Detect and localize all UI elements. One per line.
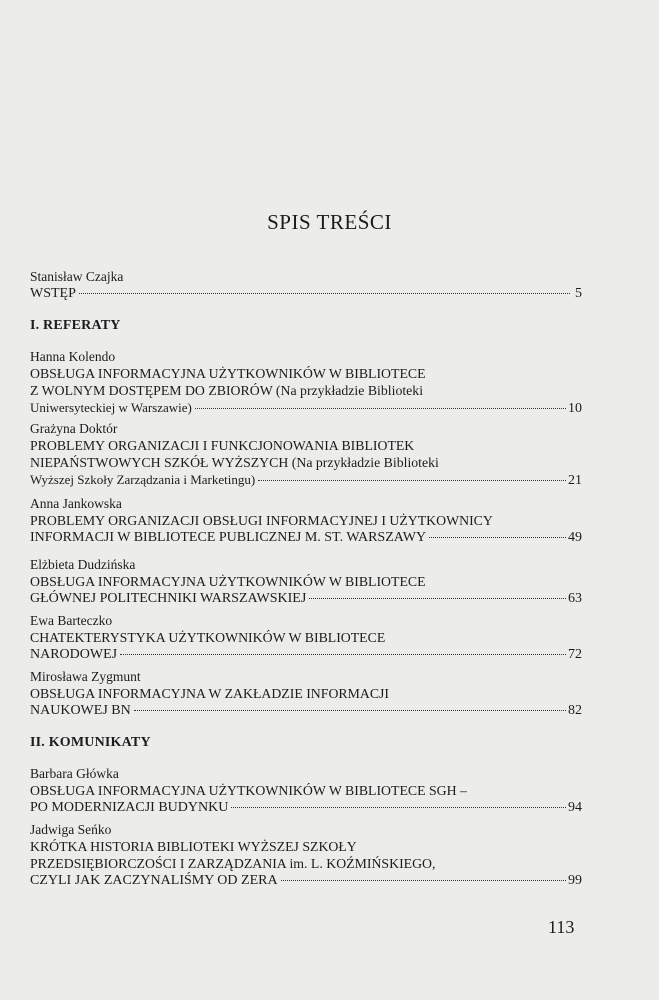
entry-title-line: OBSŁUGA INFORMACYJNA UŻYTKOWNIKÓW W BIBLIOTECE SGH – — [30, 783, 467, 798]
entry-author: Grażyna Doktór — [30, 421, 118, 436]
entry-title-line: PROBLEMY ORGANIZACJI I FUNKCJONOWANIA BIBLIOTEK — [30, 438, 415, 453]
entry-title-line: Z WOLNYM DOSTĘPEM DO ZBIORÓW (Na przykładzie Biblioteki — [30, 383, 424, 398]
entry-title-line: CHATEKTERYSTYKA UŻYTKOWNIKÓW W BIBLIOTECE — [30, 630, 386, 645]
entry-last-line — [30, 285, 582, 302]
entry-title-line: OBSŁUGA INFORMACYJNA UŻYTKOWNIKÓW W BIBLIOTECE — [30, 366, 426, 381]
entry-title-line: PROBLEMY ORGANIZACJI OBSŁUGI INFORMACYJNEJ I UŻYTKOWNICY — [30, 513, 493, 528]
entry-author: Barbara Główka — [30, 766, 119, 781]
entry-author: Anna Jankowska — [30, 496, 122, 511]
entry-title: WSTĘP — [30, 286, 76, 301]
entry-title-line: PRZEDSIĘBIORCZOŚCI I ZARZĄDZANIA im. L. KOŹMIŃSKIEGO, — [30, 856, 436, 871]
dot-leader — [195, 407, 566, 409]
entry-author: Hanna Kolendo — [30, 349, 116, 364]
entry-last-line — [30, 529, 582, 546]
entry-title-line: NIEPAŃSTWOWYCH SZKÓŁ WYŻSZYCH (Na przykładzie Biblioteki — [30, 455, 439, 470]
entry-title: GŁÓWNEJ POLITECHNIKI WARSZAWSKIEJ — [30, 591, 307, 606]
toc-entry — [30, 348, 582, 417]
toc-entry — [30, 821, 582, 889]
entry-author: Stanisław Czajka — [30, 269, 124, 284]
page-number: 21 — [568, 473, 582, 488]
dot-leader — [258, 479, 566, 481]
dot-leader — [231, 806, 566, 808]
entry-last-line — [30, 799, 582, 816]
entry-last-line — [30, 702, 582, 719]
toc-entry — [30, 495, 582, 546]
toc-entry-intro — [30, 268, 582, 302]
entry-title-line: OBSŁUGA INFORMACYJNA UŻYTKOWNIKÓW W BIBLIOTECE — [30, 574, 426, 589]
entry-author: Mirosława Zygmunt — [30, 669, 141, 684]
folio-page-number: 113 — [548, 917, 575, 937]
entry-title: NAUKOWEJ BN — [30, 703, 131, 718]
page-number: 63 — [568, 591, 582, 606]
page-number: 82 — [568, 703, 582, 718]
entry-author: Elżbieta Dudzińska — [30, 557, 136, 572]
toc-entry — [30, 668, 582, 719]
toc-entry — [30, 420, 582, 489]
page-title: SPIS TREŚCI — [267, 210, 392, 234]
entry-title-line: KRÓTKA HISTORIA BIBLIOTEKI WYŻSZEJ SZKOŁY — [30, 839, 357, 854]
page-number: 99 — [568, 873, 582, 888]
page-number: 94 — [568, 800, 582, 815]
dot-leader — [281, 879, 566, 881]
page-number: 72 — [568, 647, 582, 662]
entry-author: Ewa Barteczko — [30, 613, 113, 628]
entry-title: NARODOWEJ — [30, 647, 118, 662]
entry-last-line — [30, 590, 582, 607]
entry-last-line — [30, 471, 582, 489]
entry-author: Jadwiga Seńko — [30, 822, 112, 837]
dot-leader — [79, 292, 570, 294]
dot-leader — [429, 536, 566, 538]
entry-last-line — [30, 646, 582, 663]
entry-title-line: OBSŁUGA INFORMACYJNA W ZAKŁADZIE INFORMACJI — [30, 686, 390, 701]
entry-title: PO MODERNIZACJI BUDYNKU — [30, 800, 229, 815]
entry-last-line — [30, 399, 582, 417]
dot-leader — [120, 653, 566, 655]
entry-title: Wyższej Szkoły Zarządzania i Marketingu) — [30, 472, 256, 487]
toc-entry — [30, 556, 582, 607]
entry-title: INFORMACJI W BIBLIOTECE PUBLICZNEJ M. ST. WARSZAWY — [30, 530, 427, 545]
entry-title: Uniwersyteckiej w Warszawie) — [30, 400, 192, 415]
entry-title: CZYLI JAK ZACZYNALIŚMY OD ZERA — [30, 873, 278, 888]
section-heading-komunikaty: II. KOMUNIKATY — [30, 735, 151, 750]
page-number: 5 — [575, 286, 582, 301]
dot-leader — [309, 597, 566, 599]
toc-entry — [30, 765, 582, 816]
section-heading-referaty: I. REFERATY — [30, 318, 121, 333]
entry-last-line — [30, 872, 582, 889]
toc-entry — [30, 612, 582, 663]
page-number: 49 — [568, 530, 582, 545]
page-number: 10 — [568, 401, 582, 416]
dot-leader — [134, 709, 566, 711]
